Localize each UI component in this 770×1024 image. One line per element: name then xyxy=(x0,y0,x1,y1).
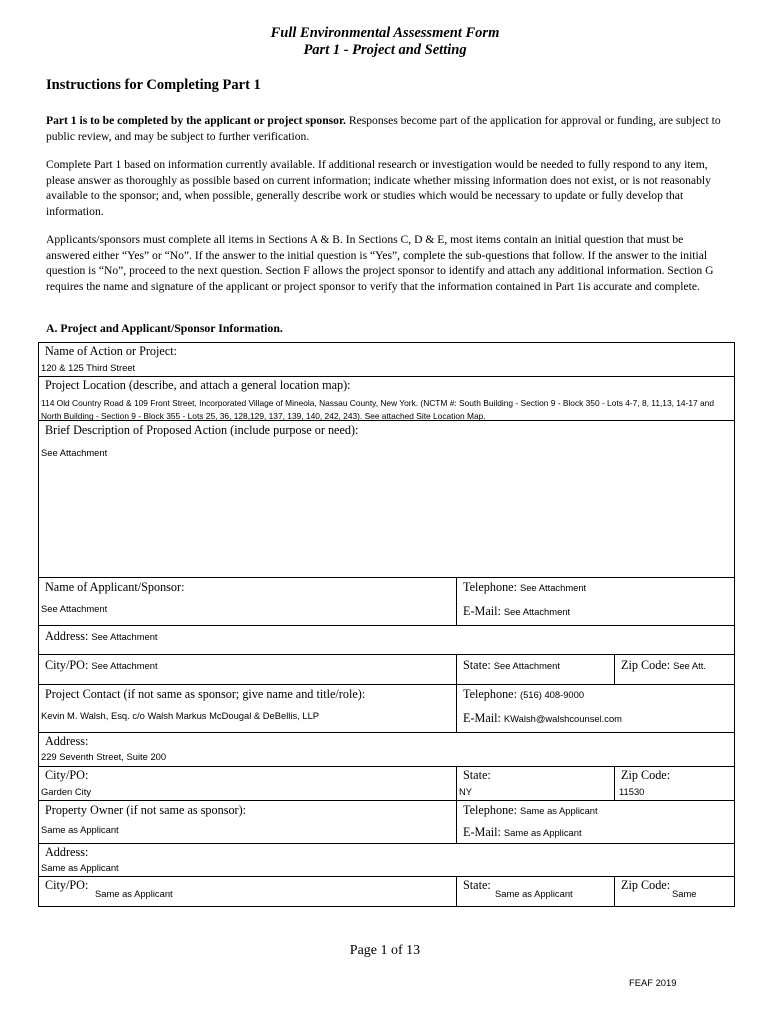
name-of-action-field[interactable]: 120 & 125 Third Street xyxy=(41,362,136,373)
form-id: FEAF 2019 xyxy=(629,977,677,988)
instructions-paragraph-3: Applicants/sponsors must complete all items in Sections A & B. In Sections C, D & E, most items contain an initial question that must be answered either “Yes” or “No”. If the answer to the initial question is “Yes”, complete the sub-questions that follow. If the answer to the initial question is “No”, proceed to the next question. Section F allows the project sponsor to identify and attach any additional information. Section G requires the name and signature of the applicant or project sponsor to verify that the information contained in Part 1is accurate and complete. xyxy=(46,233,714,293)
owner-city-label: City/PO: xyxy=(45,878,89,892)
applicant-telephone-label: Telephone: See Attachment xyxy=(463,580,587,594)
owner-name-label: Property Owner (if not same as sponsor): xyxy=(45,803,247,817)
applicant-city-field[interactable]: See Attachment xyxy=(91,660,158,671)
applicant-zip-label: Zip Code: See Att. xyxy=(621,658,706,672)
section-a-heading: A. Project and Applicant/Sponsor Information. xyxy=(46,321,283,335)
applicant-city-label: City/PO: See Attachment xyxy=(45,658,158,672)
instructions-heading: Instructions for Completing Part 1 xyxy=(46,77,261,93)
applicant-name-label: Name of Applicant/Sponsor: xyxy=(45,580,185,594)
owner-zip-label: Zip Code: xyxy=(621,878,671,892)
project-location-label: Project Location (describe, and attach a general location map): xyxy=(45,378,351,392)
divider xyxy=(38,577,735,578)
applicant-address-field[interactable]: See Attachment xyxy=(91,631,158,642)
description-label: Brief Description of Proposed Action (include purpose or need): xyxy=(45,423,359,437)
contact-zip-field[interactable]: 11530 xyxy=(619,786,645,797)
divider xyxy=(38,800,735,801)
contact-state-label: State: xyxy=(463,768,491,782)
contact-telephone-label: Telephone: (516) 408-9000 xyxy=(463,687,585,701)
owner-telephone-field[interactable]: Same as Applicant xyxy=(519,805,598,816)
owner-city-field[interactable]: Same as Applicant xyxy=(95,888,173,899)
contact-address-label: Address: xyxy=(45,734,89,748)
divider xyxy=(38,654,735,655)
divider xyxy=(38,766,735,767)
divider xyxy=(456,654,457,684)
owner-address-label: Address: xyxy=(45,845,89,859)
instructions-paragraph-1 xyxy=(46,113,726,144)
applicant-email-field[interactable]: See Attachment xyxy=(503,606,571,617)
applicant-state-field[interactable]: See Attachment xyxy=(493,660,560,671)
divider xyxy=(456,766,457,800)
owner-state-label: State: xyxy=(463,878,491,892)
divider xyxy=(38,684,735,685)
description-field[interactable]: See Attachment xyxy=(41,447,108,458)
applicant-address-label: Address: See Attachment xyxy=(45,629,158,643)
divider xyxy=(614,654,615,684)
form-title: Full Environmental Assessment Form xyxy=(270,25,500,41)
instructions-paragraph-2: Complete Part 1 based on information currently available. If additional research or investigation would be needed to fully respond to any item, please answer as thoroughly as possible based on current information; indicate whether missing information does not exist, or is not reasonably available to the sponsor; and, when possible, generally describe work or studies which would be necessary to update or fully develop that information. xyxy=(46,158,711,218)
contact-name-field[interactable]: Kevin M. Walsh, Esq. c/o Walsh Markus McDougal & DeBellis, LLP xyxy=(41,710,320,721)
divider xyxy=(38,732,735,733)
divider xyxy=(456,684,457,732)
contact-state-field[interactable]: NY xyxy=(459,786,473,797)
divider xyxy=(456,800,457,843)
contact-email-field[interactable]: KWalsh@walshcounsel.com xyxy=(503,713,622,724)
divider xyxy=(614,876,615,907)
divider xyxy=(38,843,735,844)
owner-address-field[interactable]: Same as Applicant xyxy=(41,862,119,873)
divider xyxy=(38,876,735,877)
divider xyxy=(38,625,735,626)
para1-rest: Responses become part of the application for approval or funding, are subject to public review, and may be subject to further verification. xyxy=(46,114,721,143)
owner-state-field[interactable]: Same as Applicant xyxy=(495,888,573,899)
page-number: Page 1 of 13 xyxy=(349,943,421,958)
owner-name-field[interactable]: Same as Applicant xyxy=(41,824,119,835)
contact-city-field[interactable]: Garden City xyxy=(41,786,92,797)
owner-telephone-label: Telephone: Same as Applicant xyxy=(463,803,598,817)
form-subtitle: Part 1 - Project and Setting xyxy=(303,42,467,58)
contact-city-label: City/PO: xyxy=(45,768,89,782)
divider xyxy=(614,766,615,800)
contact-address-field[interactable]: 229 Seventh Street, Suite 200 xyxy=(41,751,167,762)
project-location-field[interactable]: 114 Old Country Road & 109 Front Street, Incorporated Village of Mineola, Nassau County, New York. (NCTM #: South Building - Section 9 - Block 350 - Lots 4-7, 8, 11,13, 14-17 and North Building - Section 9 - Block 355 - Lots 25, 36, 128,129, 137, 139, 140, 242, 243). See attached Site Location Map. xyxy=(41,398,714,421)
owner-zip-field[interactable]: Same xyxy=(672,888,697,899)
name-of-action-label: Name of Action or Project: xyxy=(45,344,177,358)
applicant-name-field[interactable]: See Attachment xyxy=(41,603,108,614)
contact-name-label: Project Contact (if not same as sponsor; give name and title/role): xyxy=(45,687,366,701)
para1-bold: Part 1 is to be completed by the applicant or project sponsor. xyxy=(46,114,346,127)
applicant-telephone-field[interactable]: See Attachment xyxy=(519,582,587,593)
divider xyxy=(456,876,457,907)
applicant-email-label: E-Mail: See Attachment xyxy=(463,604,571,618)
owner-email-label: E-Mail: Same as Applicant xyxy=(463,825,582,839)
divider xyxy=(38,376,735,377)
applicant-zip-field[interactable]: See Att. xyxy=(673,660,706,671)
contact-zip-label: Zip Code: xyxy=(621,768,671,782)
applicant-state-label: State: See Attachment xyxy=(463,658,560,672)
divider xyxy=(456,577,457,625)
contact-email-label: E-Mail: KWalsh@walshcounsel.com xyxy=(463,711,622,725)
owner-email-field[interactable]: Same as Applicant xyxy=(503,827,582,838)
contact-telephone-field[interactable]: (516) 408-9000 xyxy=(519,689,585,700)
